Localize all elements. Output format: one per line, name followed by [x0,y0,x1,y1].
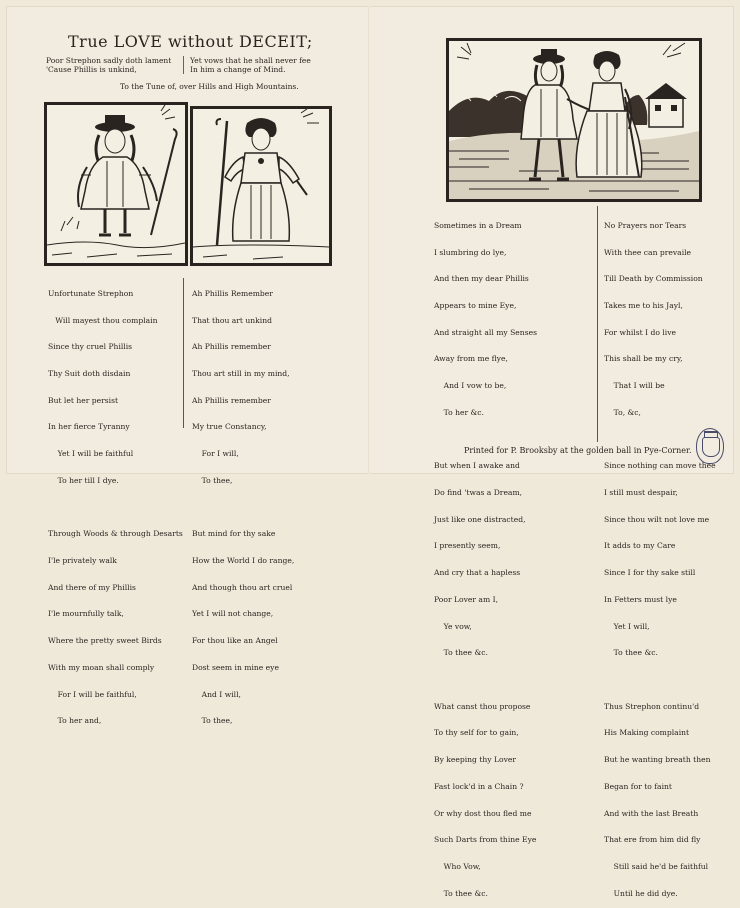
shield-icon [702,437,720,457]
intro-right [190,56,311,74]
stanza-gap [434,676,537,685]
verse-line: I'le mournfully talk, [48,609,124,619]
verse-line: To thee, [192,475,233,485]
verse-line: Do find 'twas a Dream, [434,488,523,497]
verse-line: Since thou wilt not love me [604,514,710,524]
verse-line: Through Woods & through Desarts [48,529,183,539]
printer-imprint: Printed for P. Brooksby at the golden ball in Pye-Corner. [464,446,692,455]
verse-line: Since I for thy sake still [604,568,696,578]
verse-line: Appears to mine Eye, [434,300,517,310]
center-fold [368,6,370,474]
verse-line: In her fierce Tyranny [48,422,130,432]
verse-line: In Fetters must lye [604,594,677,604]
verse-line: Sometimes in a Dream [434,220,522,230]
verse-line: My true Constancy, [192,422,267,432]
verse-line: Dost seem in mine eye [192,662,279,672]
verse-line: Will mayest thou complain [48,315,158,325]
tune-line: To the Tune of, over Hills and High Mountains. [120,82,299,91]
ballad-title: True LOVE without DECEIT; [68,32,313,51]
verse-line: Poor Lover am I, [434,594,498,604]
verse-line: For I will, [192,449,239,459]
verse-line: I presently seem, [434,541,501,551]
verse-line: Thus Strephon continu'd [604,701,700,711]
verse-line: Began for to faint [604,781,672,791]
verse-line: Or why dost thou fled me [434,808,532,818]
verse-line: Since nothing can move thee [604,461,716,471]
verse-line: With my moan shall comply [48,662,155,672]
verse-line: But mind for thy sake [192,529,276,539]
intro-left-line: 'Cause Phillis is unkind, [46,65,137,74]
verse-line: But let her persist [48,395,119,405]
verse-line: Thy Suit doth disdain [48,368,131,378]
verse-line: And though thou art cruel [192,582,293,592]
verse-line: And I vow to be, [434,381,507,391]
stanza-gap [192,504,294,513]
verse-line: No Prayers nor Tears [604,220,687,230]
verse-line: His Making complaint [604,728,690,738]
verse-line: To her and, [48,716,102,726]
verse-line: Until he did dye. [604,888,678,898]
column-divider [183,278,184,428]
verse-line: What canst thou propose [434,701,531,711]
verse-line: How the World I do range, [192,556,295,565]
verse-line: But he wanting breath then [604,755,711,765]
verse-line: Ah Phillis remember [192,395,271,405]
verse-line: To thy self for to gain, [434,728,519,738]
verse-line: By keeping thy Lover [434,755,517,765]
verse-line: Since thy cruel Phillis [48,342,133,352]
verse-line: For whilst I do live [604,327,676,337]
verse-line: And with the last Breath [604,808,699,818]
shepherdess-woodcut-art [193,109,329,263]
verse-line: For I will be faithful, [48,689,137,699]
verse-column-3 [434,204,537,908]
verse-line: And there of my Phillis [48,582,136,592]
verse-line: Yet I will not change, [192,609,274,619]
shepherdess-woodcut [190,106,332,266]
intro-left-line: Poor Strephon sadly doth lament [46,56,172,65]
stanza-gap [604,676,716,685]
verse-line: To thee &c. [434,888,488,898]
verse-line: That I will be [604,381,665,391]
stanza-gap [48,504,183,513]
verse-line: And cry that a hapless [434,568,521,578]
verse-line: To her till I dye. [48,475,119,485]
intro-right-line: In him a change of Mind. [190,65,286,74]
verse-line: It adds to my Care [604,541,676,551]
verse-line: To thee &c. [434,648,488,658]
verse-line: Who Vow, [434,862,481,872]
library-stamp-icon [696,428,724,464]
verse-line: I still must despair, [604,488,678,497]
stanza-gap [434,436,537,445]
verse-column-1 [48,272,183,735]
verse-line: With thee can prevaile [604,247,692,257]
verse-line: To her &c. [434,407,484,417]
verse-line: That thou art unkind [192,315,272,325]
verse-line: Still said he'd be faithful [604,862,709,872]
verse-line: Till Death by Commission [604,274,703,284]
intro-right-line: Yet vows that he shall never fee [190,56,311,65]
verse-line: Away from me flye, [434,354,508,364]
verse-line: Takes me to his Jayl, [604,300,683,310]
verse-line: Fast lock'd in a Chain ? [434,781,524,791]
verse-line: That ere from him did fly [604,835,701,845]
verse-line: Where the pretty sweet Birds [48,636,162,646]
verse-line: Thou art still in my mind, [192,368,290,378]
verse-line: Unfortunate Strephon [48,288,134,298]
verse-line: Yet I will be faithful [48,449,134,459]
verse-line: Ah Phillis Remember [192,288,273,298]
verse-line: To thee, [192,716,233,726]
verse-line: And then my dear Phillis [434,274,529,284]
verse-line: And I will, [192,689,241,699]
verse-line: Just like one distracted, [434,514,526,524]
column-divider [597,206,598,442]
verse-line: To, &c, [604,407,641,417]
shepherd-woodcut [44,102,188,266]
shepherd-woodcut-art [47,105,185,263]
verse-line: To thee &c. [604,648,658,658]
verse-line: Yet I will, [604,621,650,631]
verse-line: Such Darts from thine Eye [434,835,537,845]
couple-landscape-woodcut-art [449,41,699,199]
verse-column-2 [192,272,294,735]
verse-line: For thou like an Angel [192,636,278,646]
verse-column-4 [604,204,716,908]
verse-line: And straight all my Senses [434,327,537,337]
couple-landscape-woodcut [446,38,702,202]
verse-line: Ye vow, [434,621,472,631]
intro-left [46,56,171,74]
verse-line: This shall be my cry, [604,354,683,364]
verse-line: But when I awake and [434,461,520,471]
verse-line: Ah Phillis remember [192,342,271,352]
verse-line: I'le privately walk [48,556,117,565]
intro-divider [183,56,184,74]
verse-line: I slumbring do lye, [434,247,507,257]
